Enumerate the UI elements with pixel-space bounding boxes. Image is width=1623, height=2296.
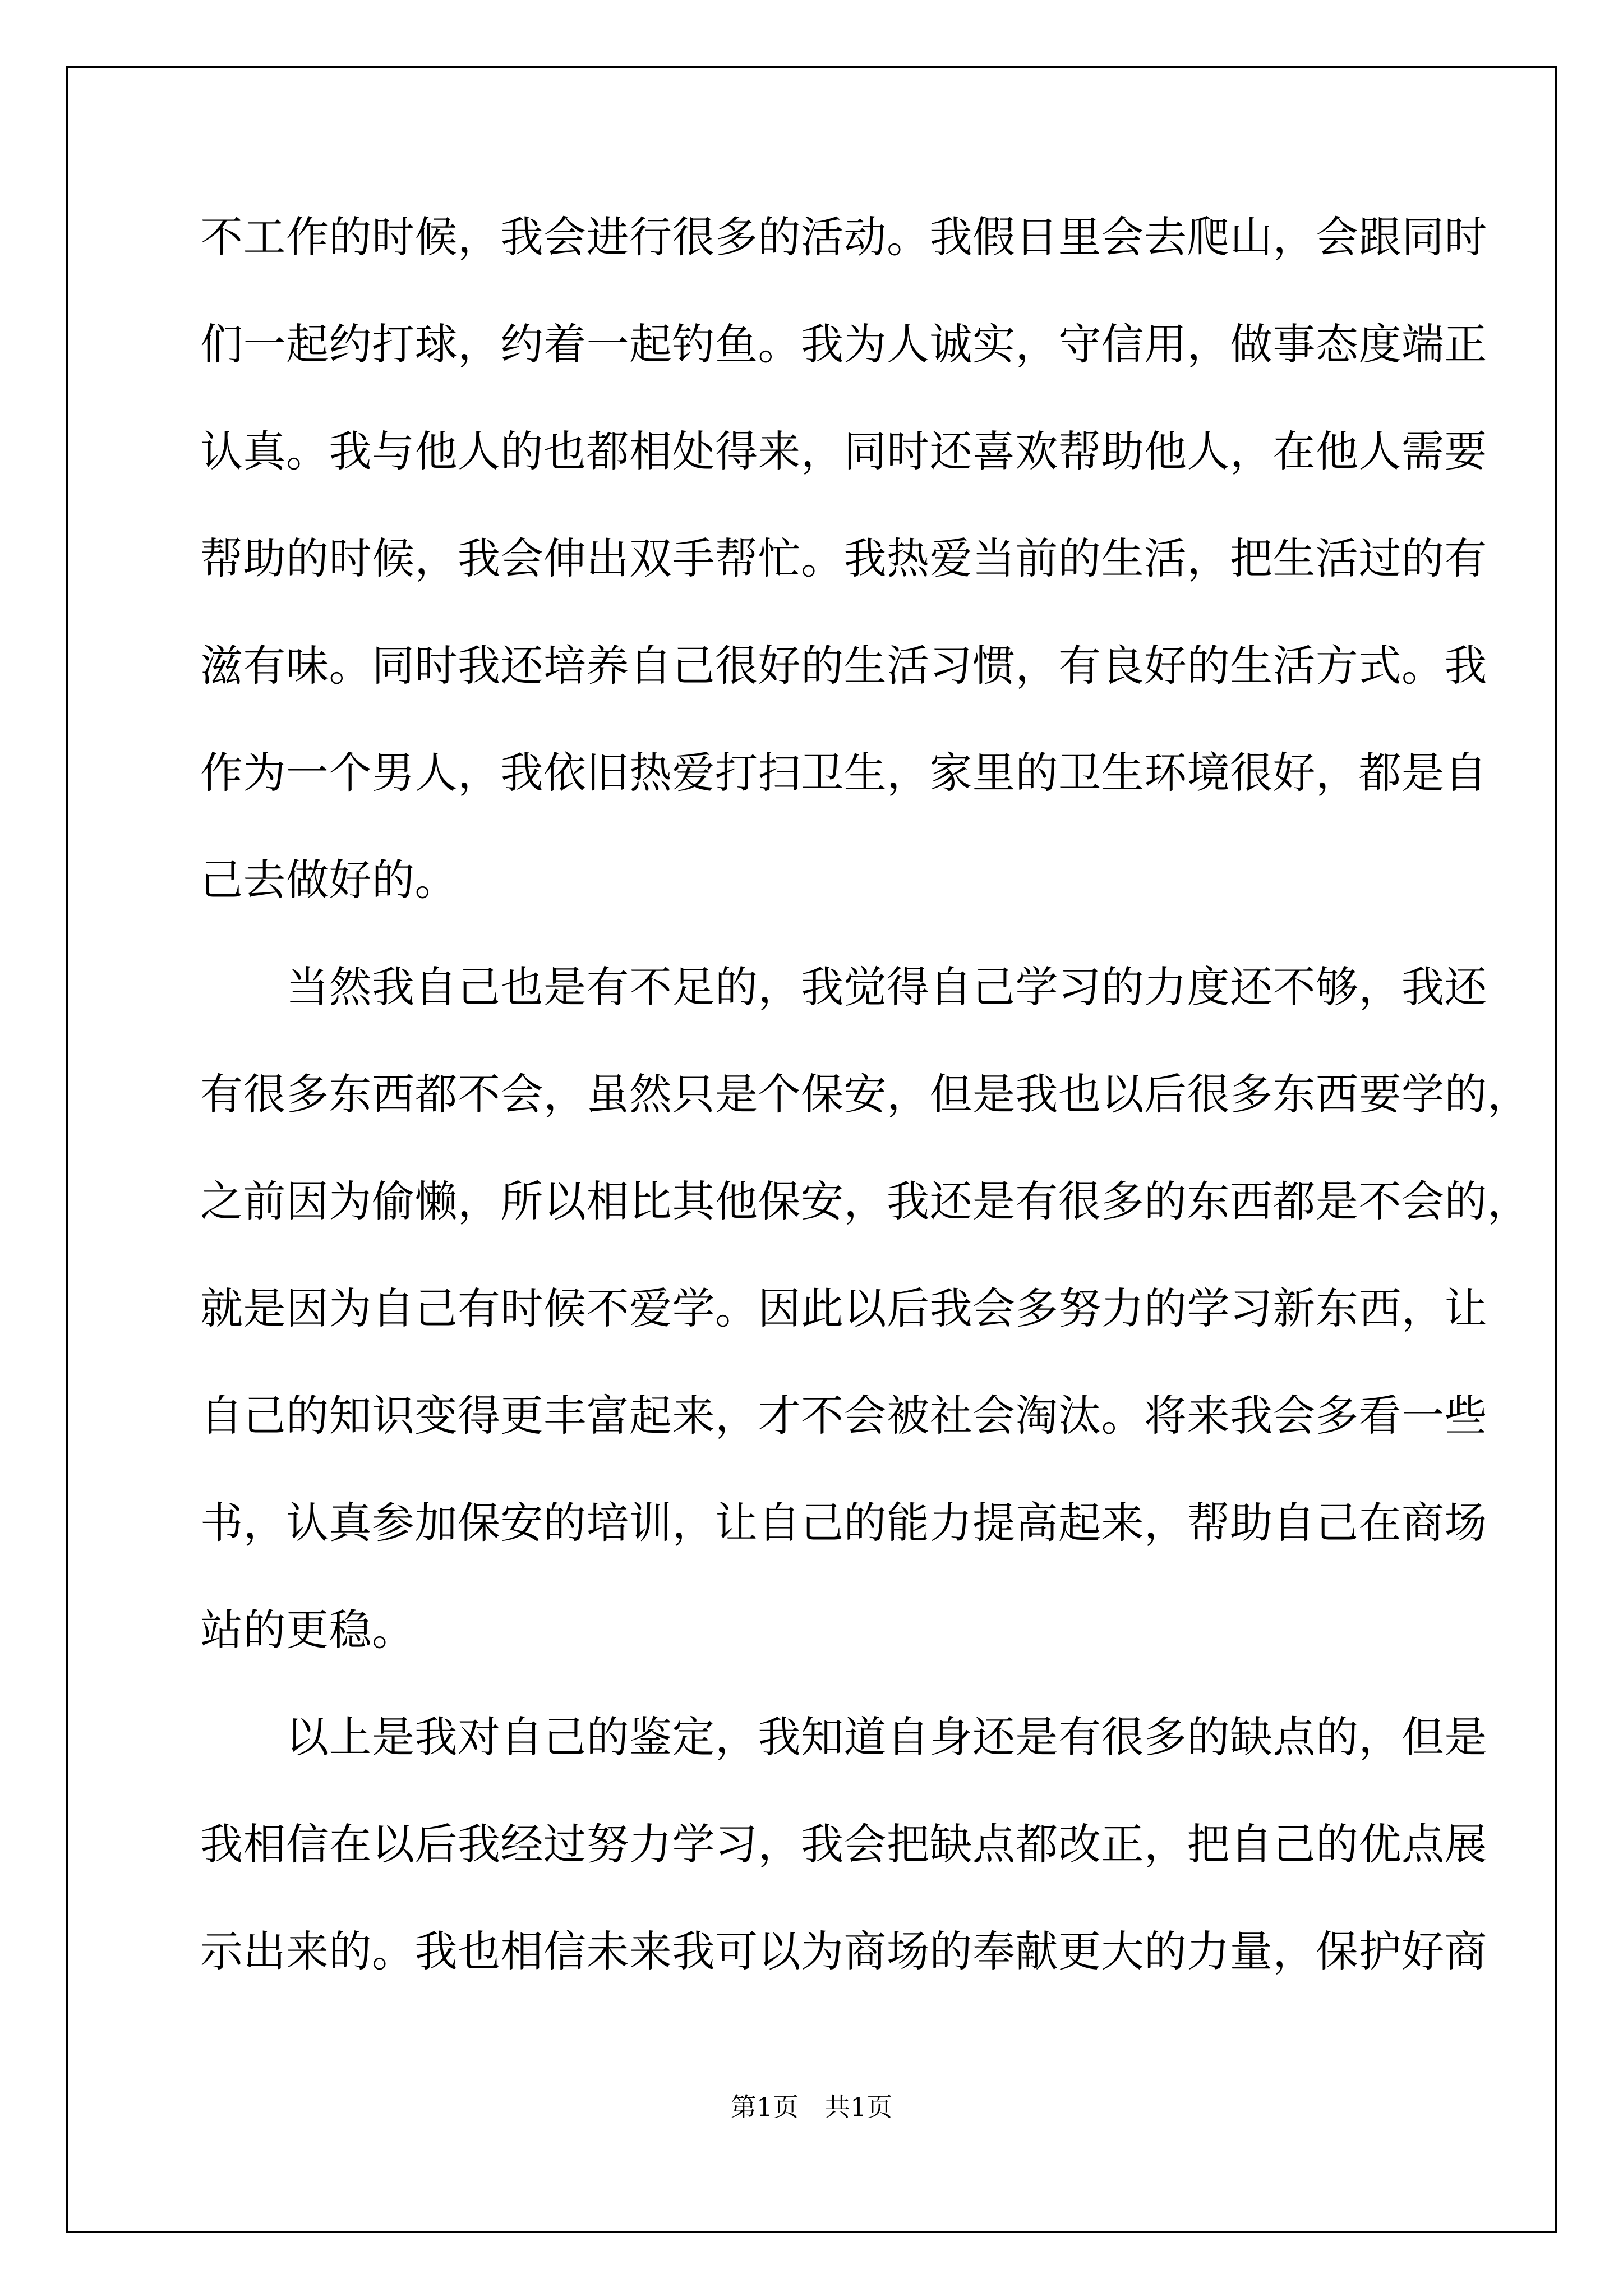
text-line: 滋有味。同时我还培养自己很好的生活习惯，有良好的生活方式。我 <box>200 641 1487 691</box>
text-line: 示出来的。我也相信未来我可以为商场的奉献更大的力量，保护好商 <box>200 1926 1487 1976</box>
text-line: 作为一个男人，我依旧热爱打扫卫生，家里的卫生环境很好，都是自 <box>200 748 1487 798</box>
text-line: 认真。我与他人的也都相处得来，同时还喜欢帮助他人，在他人需要 <box>200 426 1487 476</box>
text-line: 以上是我对自己的鉴定，我知道自身还是有很多的缺点的，但是 <box>200 1712 1487 1762</box>
text-line: 们一起约打球，约着一起钓鱼。我为人诚实，守信用，做事态度端正 <box>200 319 1487 369</box>
text-line: 我相信在以后我经过努力学习，我会把缺点都改正，把自己的优点展 <box>200 1819 1487 1869</box>
text-line: 当然我自己也是有不足的，我觉得自己学习的力度还不够，我还 <box>200 962 1487 1012</box>
text-line: 就是因为自己有时候不爱学。因此以后我会多努力的学习新东西，让 <box>200 1283 1487 1333</box>
paragraph-3 <box>200 1712 1487 2037</box>
paragraph-1 <box>200 212 1487 966</box>
text-line: 己去做好的。 <box>200 855 458 905</box>
text-line: 帮助的时候，我会伸出双手帮忙。我热爱当前的生活，把生活过的有 <box>200 533 1487 583</box>
text-line: 书，认真参加保安的培训，让自己的能力提高起来，帮助自己在商场 <box>200 1498 1487 1548</box>
paragraph-2 <box>200 962 1530 1716</box>
document-body <box>200 212 1530 2037</box>
text-line: 自己的知识变得更丰富起来，才不会被社会淘汰。将来我会多看一些 <box>200 1391 1487 1441</box>
page-number-footer: 第1页 共1页 <box>730 2092 893 2122</box>
text-line: 之前因为偷懒，所以相比其他保安，我还是有很多的东西都是不会的， <box>200 1176 1530 1226</box>
text-line: 不工作的时候，我会进行很多的活动。我假日里会去爬山，会跟同时 <box>200 212 1487 262</box>
text-line: 站的更稳。 <box>200 1605 415 1655</box>
text-line: 有很多东西都不会，虽然只是个保安，但是我也以后很多东西要学的， <box>200 1069 1530 1119</box>
